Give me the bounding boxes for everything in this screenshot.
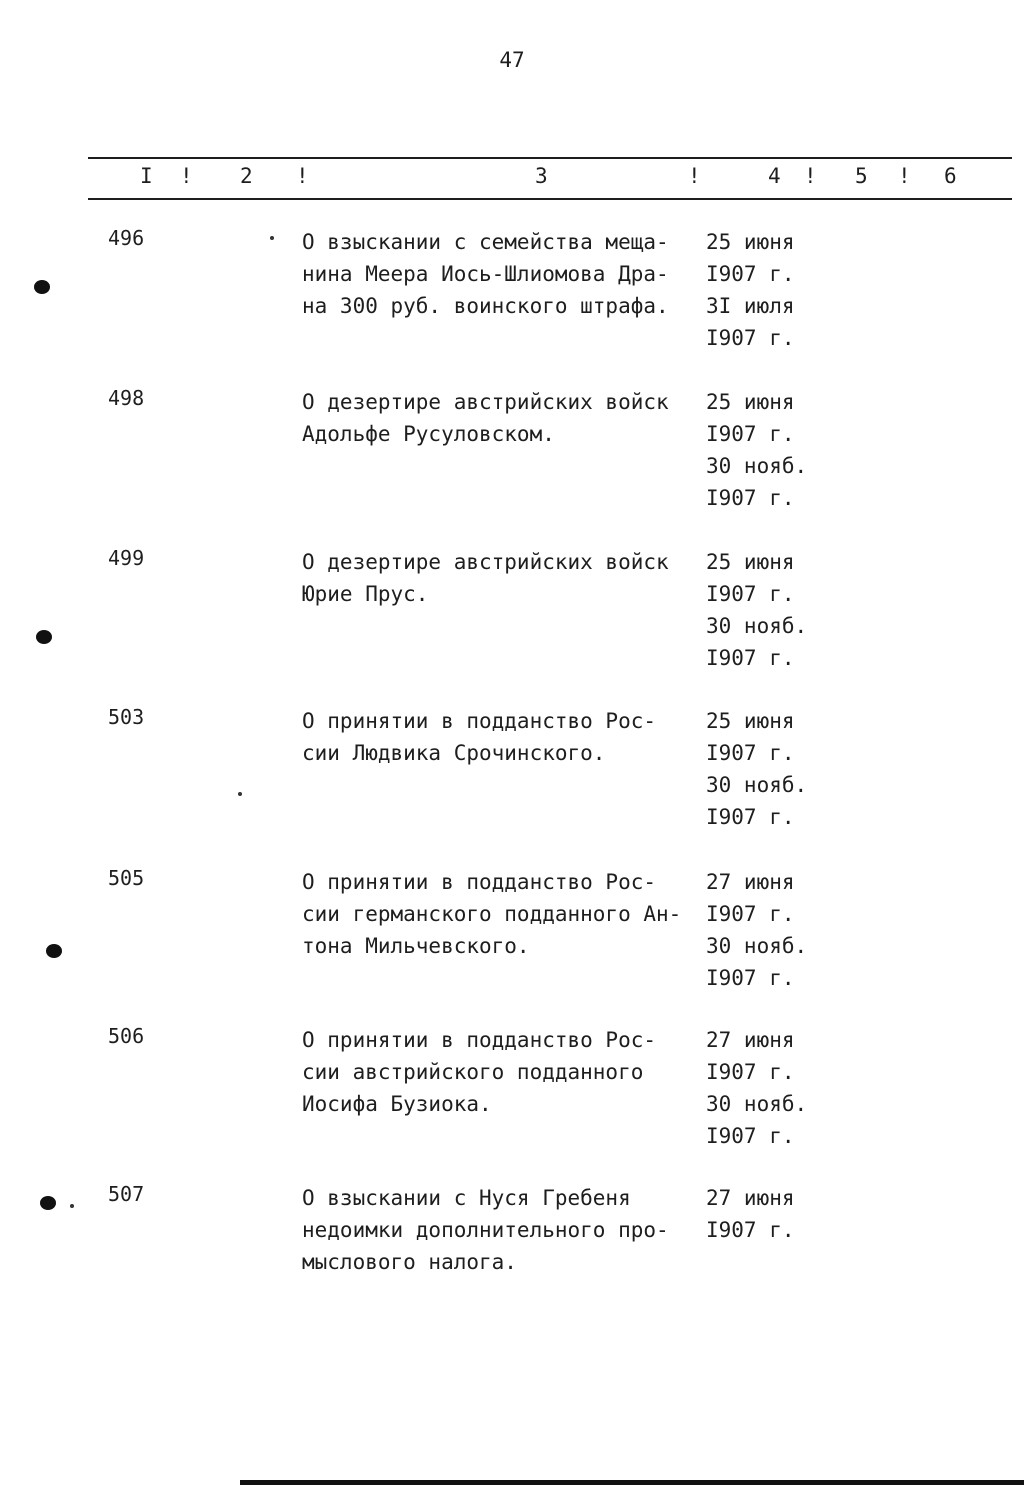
record-dates: 25 июня I907 г. 30 нояб. I907 г. <box>706 550 808 670</box>
header-col-3: 3 <box>535 164 548 188</box>
header-col-6: 6 <box>944 164 957 188</box>
record-number: 503 <box>108 705 145 729</box>
binding-hole-mark <box>36 630 52 644</box>
record-dates: 27 июня I907 г. <box>706 1186 795 1242</box>
bottom-edge-rule <box>240 1480 1024 1485</box>
record-dates: 25 июня I907 г. 3I июля I907 г. <box>706 230 795 350</box>
record-dates: 25 июня I907 г. 30 нояб. I907 г. <box>706 709 808 829</box>
record-title: О дезертире австрийских войск Адольфе Русуловском. <box>302 390 669 446</box>
record-number: 507 <box>108 1182 145 1206</box>
page-number: 47 <box>499 48 525 72</box>
header-separator: ! <box>296 164 309 188</box>
table-header-rule <box>88 198 1012 200</box>
record-number: 499 <box>108 546 145 570</box>
header-separator: ! <box>898 164 911 188</box>
record-number: 498 <box>108 386 145 410</box>
binding-hole-mark <box>40 1196 56 1210</box>
record-title: О принятии в подданство Рос- сии австрийского подданного Иосифа Бузиока. <box>302 1028 657 1116</box>
record-number: 496 <box>108 226 145 250</box>
scan-speck <box>238 792 242 796</box>
record-title: О дезертире австрийских войск Юрие Прус. <box>302 550 669 606</box>
record-dates: 25 июня I907 г. 30 нояб. I907 г. <box>706 390 808 510</box>
record-title: О принятии в подданство Рос- сии германского подданного Ан- тона Мильчевского. <box>302 870 682 958</box>
scan-speck <box>270 236 274 240</box>
header-col-2: 2 <box>240 164 253 188</box>
header-separator: ! <box>804 164 817 188</box>
header-col-1: I <box>140 164 153 188</box>
scan-speck <box>70 1204 74 1208</box>
header-separator: ! <box>688 164 701 188</box>
record-title: О принятии в подданство Рос- сии Людвика Срочинского. <box>302 709 657 765</box>
record-number: 505 <box>108 866 145 890</box>
binding-hole-mark <box>46 944 62 958</box>
header-col-4: 4 <box>768 164 781 188</box>
record-title: О взыскании с Нуся Гребеня недоимки дополнительного про- мыслового налога. <box>302 1186 669 1274</box>
header-separator: ! <box>180 164 193 188</box>
header-col-5: 5 <box>855 164 868 188</box>
record-title: О взыскании с семейства меща- нина Меера Иось-Шлиомова Дра- на 300 руб. воинского штрафа. <box>302 230 669 318</box>
record-number: 506 <box>108 1024 145 1048</box>
binding-hole-mark <box>34 280 50 294</box>
table-top-rule <box>88 157 1012 159</box>
record-dates: 27 июня I907 г. 30 нояб. I907 г. <box>706 870 808 990</box>
record-dates: 27 июня I907 г. 30 нояб. I907 г. <box>706 1028 808 1148</box>
